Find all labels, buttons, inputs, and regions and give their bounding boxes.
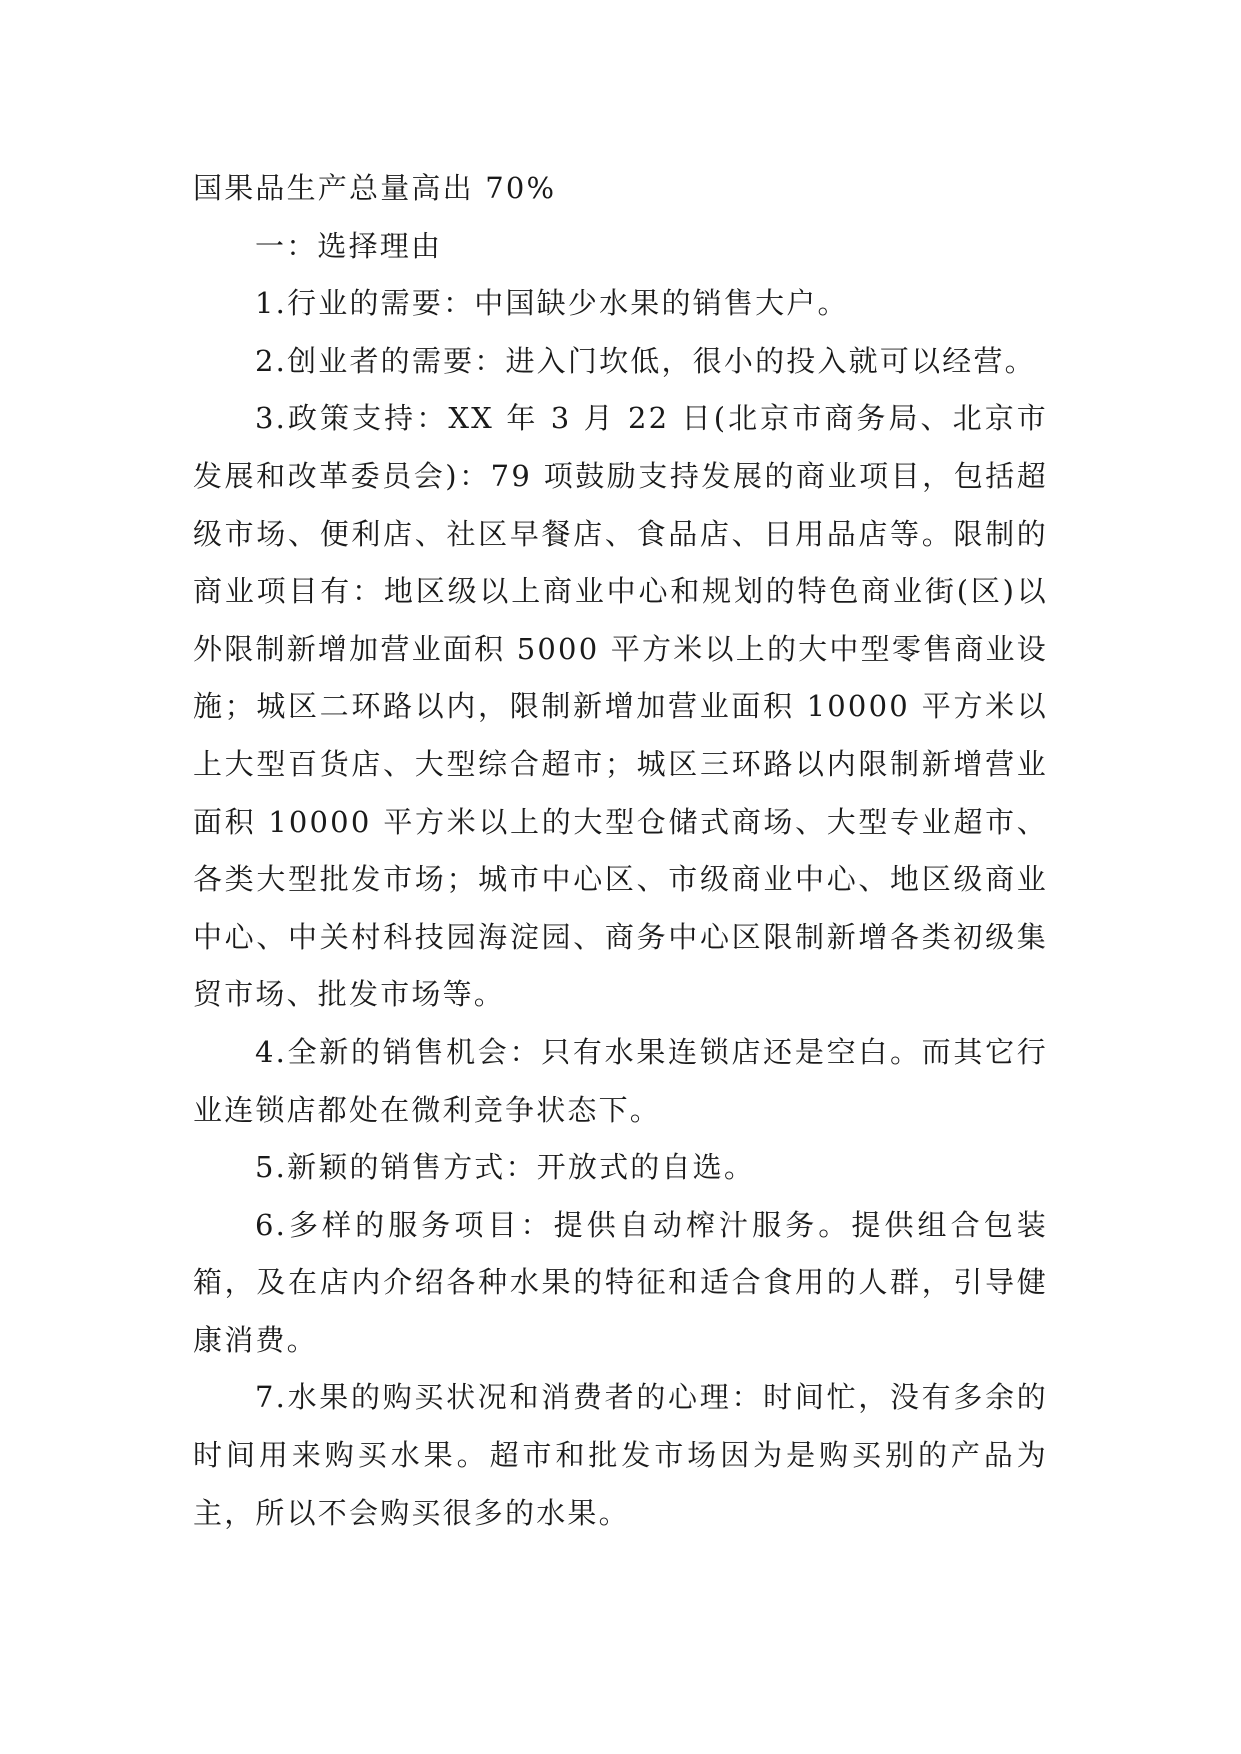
reason-paragraph-2: 2.创业者的需要：进入门坎低，很小的投入就可以经营。 — [255, 343, 1036, 378]
reason-paragraph-6: 6.多样的服务项目：提供自动榨汁服务。提供组合包装箱，及在店内介绍各种水果的特征和适合食用的人群，引导健康消费。 — [193, 1207, 1048, 1357]
reason-paragraph-3: 3.政策支持：XX 年 3 月 22 日(北京市商务局、北京市发展和改革委员会)：79 项鼓励支持发展的商业项目，包括超级市场、便利店、社区早餐店、食品店、日用品店等。限制的商业项目有：地区级以上商业中心和规划的特色商业街(区)以外限制新增加营业面积 5000 平方米以上的大中型零售商业设施；城区二环路以内，限制新增加营业面积 10000 平方米以上大型百货店、大型综合超市；城区三环路以内限制新增营业面积 10000 平方米以上的大型仓储式商场、大型专业超市、各类大型批发市场；城市中心区、市级商业中心、地区级商业中心、中关村科技园海淀园、商务中心区限制新增各类初级集贸市场、批发市场等。 — [193, 401, 1048, 1012]
section-heading: 一：选择理由 — [255, 228, 443, 263]
document-body — [193, 160, 1048, 1542]
reason-paragraph-5: 5.新颖的销售方式：开放式的自选。 — [255, 1150, 756, 1185]
continued-paragraph: 国果品生产总量高出 70% — [193, 171, 557, 205]
reason-paragraph-1: 1.行业的需要：中国缺少水果的销售大户。 — [255, 286, 849, 321]
reason-paragraph-4: 4.全新的销售机会：只有水果连锁店还是空白。而其它行业连锁店都处在微利竞争状态下。 — [193, 1034, 1048, 1127]
reason-paragraph-7: 7.水果的购买状况和消费者的心理：时间忙，没有多余的时间用来购买水果。超市和批发市场因为是购买别的产品为主，所以不会购买很多的水果。 — [193, 1380, 1048, 1530]
